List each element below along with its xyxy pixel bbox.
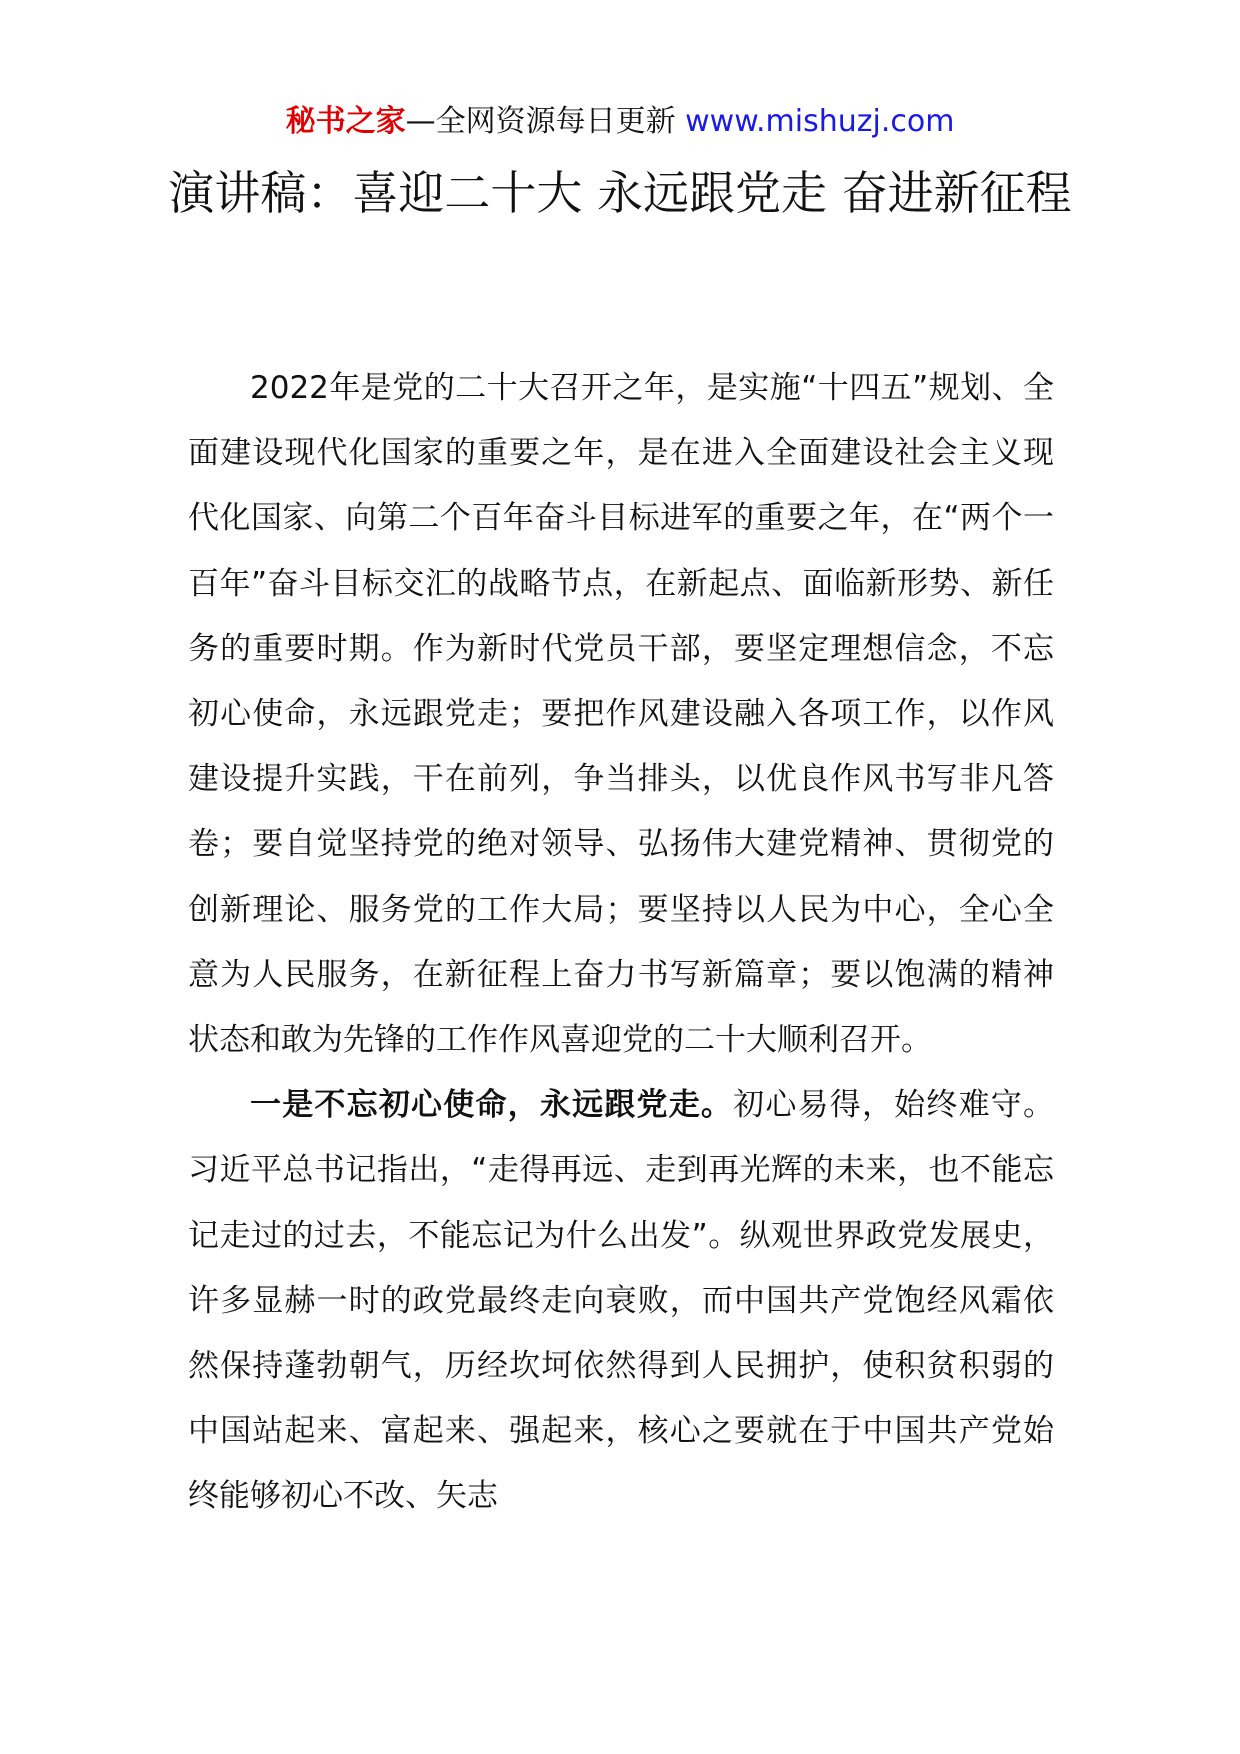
paragraph-point-one	[188, 1073, 1054, 1529]
header-tagline: —全网资源每日更新	[405, 104, 686, 139]
paragraph-text: 2022年是党的二十大召开之年，是实施“十四五”规划、全面建设现代化国家的重要之年，是在进入全面建设社会主义现代化国家、向第二个百年奋斗目标进军的重要之年，在“两个一百年”奋斗目标交汇的战略节点，在新起点、面临新形势、新任务的重要时期。作为新时代党员干部，要坚定理想信念，不忘初心使命，永远跟党走；要把作风建设融入各项工作，以作风建设提升实践，干在前列，争当排头，以优良作风书写非凡答卷；要自觉坚持党的绝对领导、弘扬伟大建党精神、贯彻党的创新理论、服务党的工作大局；要坚持以人民为中心，全心全意为人民服务，在新征程上奋力书写新篇章；要以饱满的精神状态和敢为先锋的工作作风喜迎党的二十大顺利召开。	[188, 370, 1054, 1059]
paragraph-text: 初心易得，始终难守。习近平总书记指出，“走得再远、走到再光辉的未来，也不能忘记走过的过去，不能忘记为什么出发”。纵观世界政党发展史，许多显赫一时的政党最终走向衰败，而中国共产党饱经风霜依然保持蓬勃朝气，历经坎坷依然得到人民拥护，使积贫积弱的中国站起来、富起来、强起来，核心之要就在于中国共产党始终能够初心不改、矢志	[188, 1087, 1054, 1515]
paragraph-lead-heading: 一是不忘初心使命，永远跟党走。	[250, 1087, 734, 1124]
document-title: 演讲稿：喜迎二十大 永远跟党走 奋进新征程	[168, 166, 1072, 220]
brand-name: 秘书之家	[285, 104, 406, 139]
site-header	[0, 100, 1240, 144]
site-url-link[interactable]: www.mishuzj.com	[685, 104, 955, 139]
paragraph-intro	[188, 356, 1054, 1073]
document-body	[188, 356, 1054, 1530]
